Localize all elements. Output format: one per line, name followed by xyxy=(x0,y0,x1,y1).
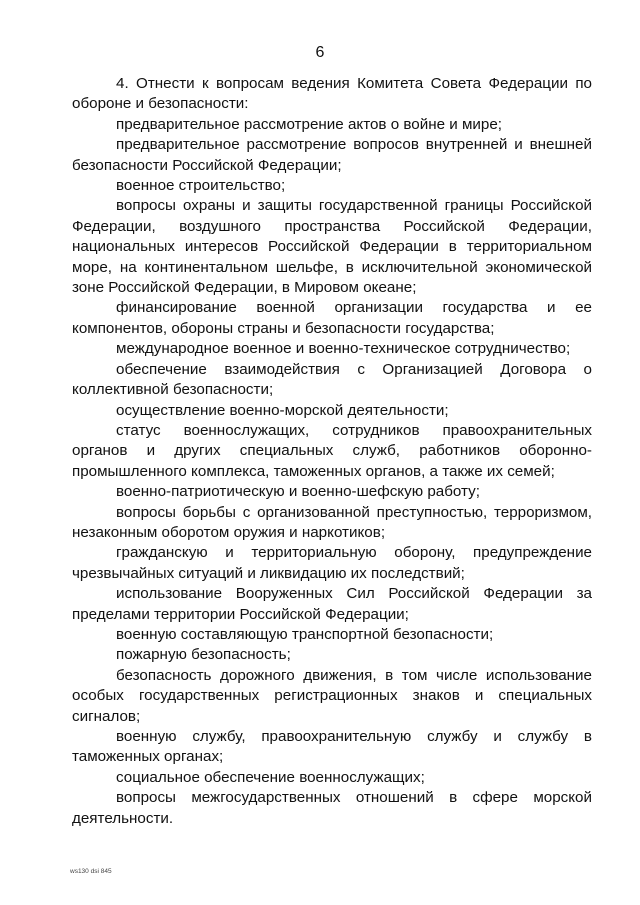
paragraph: военную составляющую транспортной безопасности; xyxy=(116,625,494,643)
paragraph: предварительное рассмотрение актов о войне и мире; xyxy=(116,115,503,133)
paragraph: использование Вооруженных Сил Российской Федерации за пределами территории Российской Федерации; xyxy=(72,585,592,623)
document-body xyxy=(72,74,592,829)
paragraph: социальное обеспечение военнослужащих; xyxy=(116,768,425,786)
paragraph: предварительное рассмотрение вопросов внутренней и внешней безопасности Российской Федерации; xyxy=(72,136,592,174)
paragraph: пожарную безопасность; xyxy=(116,646,291,664)
paragraph: военно-патриотическую и военно-шефскую работу; xyxy=(116,483,480,501)
paragraph: международное военное и военно-техническое сотрудничество; xyxy=(116,340,571,358)
paragraph: обеспечение взаимодействия с Организацией Договора о коллективной безопасности; xyxy=(72,360,592,399)
paragraph: гражданскую и территориальную оборону, предупреждение чрезвычайных ситуаций и ликвидацию их последствий; xyxy=(72,544,592,582)
paragraph: финансирование военной организации государства и ее компонентов, обороны страны и безопасности государства; xyxy=(72,299,592,337)
paragraph: осуществление военно-морской деятельности; xyxy=(116,401,449,419)
paragraph: военное строительство; xyxy=(116,177,286,195)
paragraph: вопросы борьбы с организованной преступностью, терроризмом, незаконным оборотом оружия и наркотиков; xyxy=(72,503,592,541)
paragraph: статус военнослужащих, сотрудников правоохранительных органов и других специальных служб, работников оборонно-промышленного комплекса, таможенных органов, а также их семей; xyxy=(72,421,592,480)
paragraph: безопасность дорожного движения, в том числе использование особых государственных регистрационных знаков и специальных сигналов; xyxy=(72,666,592,725)
paragraph: 4. Отнести к вопросам ведения Комитета Совета Федерации по обороне и безопасности: xyxy=(72,75,592,113)
footer-code: ws130 dsi 845 xyxy=(70,868,112,875)
page-number: 6 xyxy=(315,44,325,61)
paragraph: вопросы межгосударственных отношений в сфере морской деятельности. xyxy=(72,789,592,827)
paragraph: вопросы охраны и защиты государственной границы Российской Федерации, воздушного пространства Российской Федерации, национальных интересов Российской Федерации в территориальном море, на континентальном шельфе, в исключительной экономической зоне Российской Федерации, в Мировом океане; xyxy=(72,197,592,297)
paragraph: военную службу, правоохранительную службу и службу в таможенных органах; xyxy=(72,728,592,766)
